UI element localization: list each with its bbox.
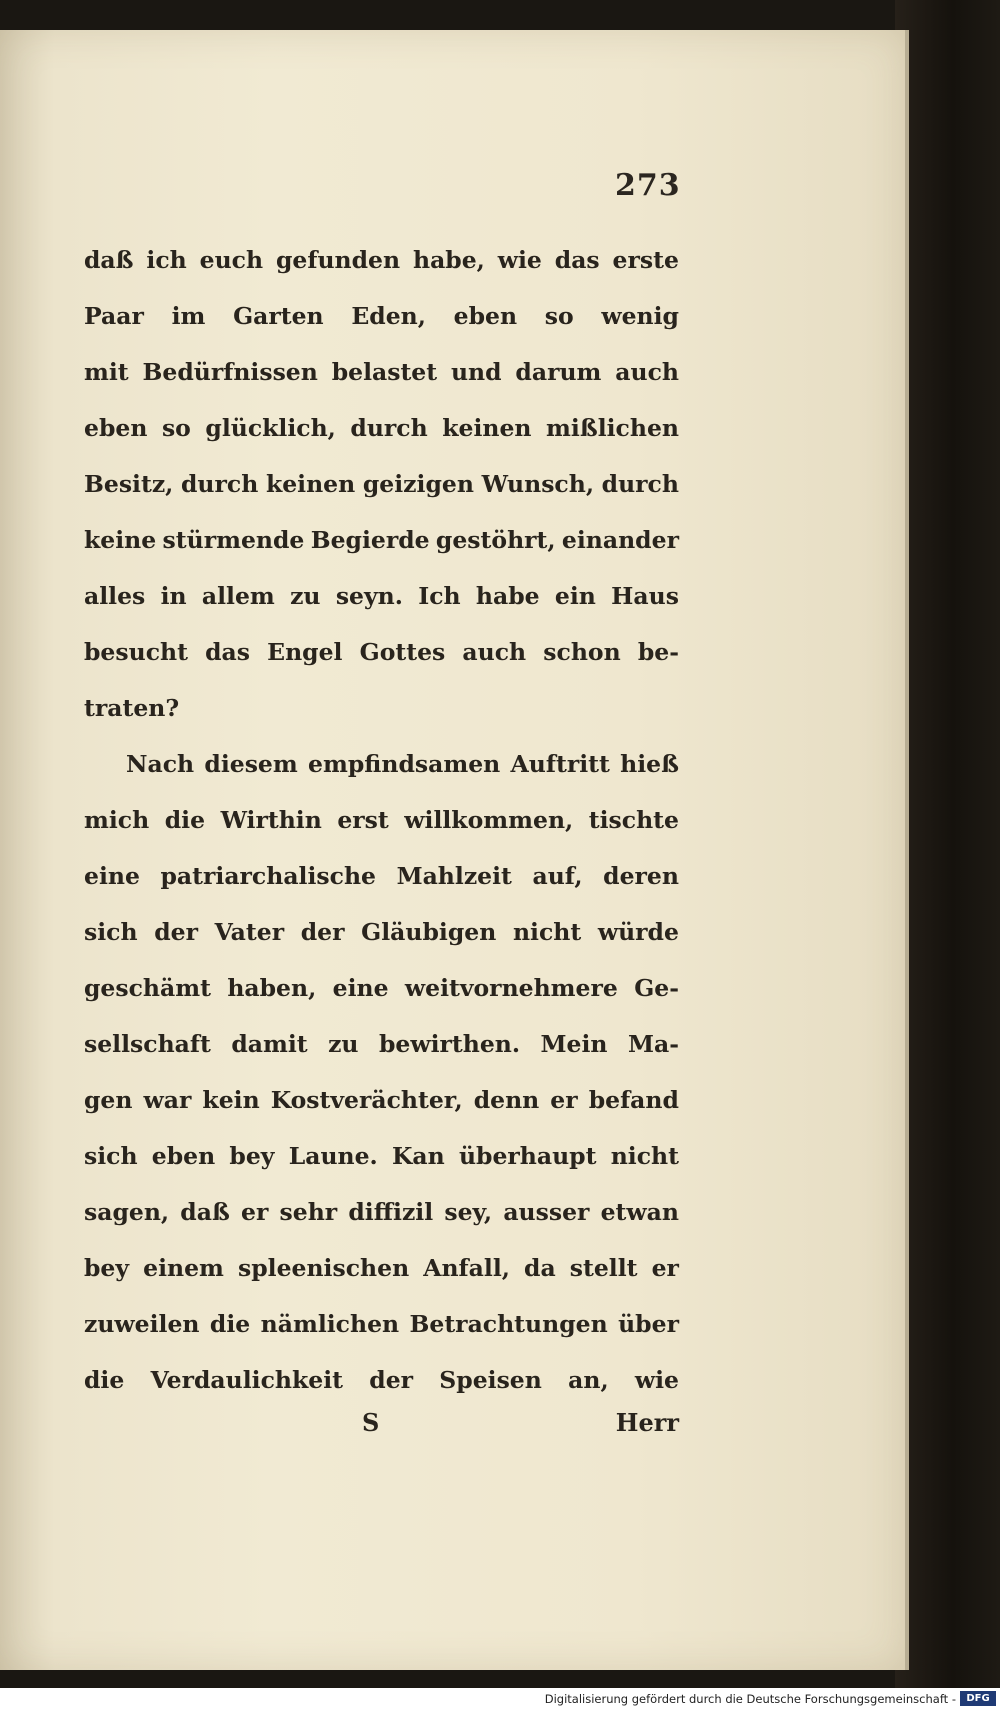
text-line: zuweilen die nämlichen Betrachtungen über [84,1310,679,1338]
text-line: sagen, daß er sehr diffizil sey, ausser etwan [84,1198,679,1226]
text-line: sellschaft damit zu bewirthen. Mein Ma- [84,1030,679,1058]
book-cover-edge [895,0,1000,1688]
text-line: Besitz, durch keinen geizigen Wunsch, durch [84,470,679,498]
text-line: bey einem spleenischen Anfall, da stellt er [84,1254,679,1282]
catchword: Herr [615,1408,679,1437]
page-footer [84,1395,679,1451]
text-line: mich die Wirthin erst willkommen, tischte [84,806,679,834]
text-line: die Verdaulichkeit der Speisen an, wie [84,1366,679,1394]
text-line: Paar im Garten Eden, eben so wenig [84,302,679,330]
page-edge [905,30,909,1670]
text-line: besucht das Engel Gottes auch schon be- [84,638,679,666]
dfg-logo: DFG [960,1691,996,1706]
text-line: keine stürmende Begierde gestöhrt, einander [84,526,679,554]
text-line: traten? [84,694,180,722]
text-line: sich eben bey Laune. Kan überhaupt nicht [84,1142,679,1170]
page-text [84,232,679,1408]
text-line: gen war kein Kostverächter, denn er befand [84,1086,679,1114]
text-line: mit Bedürfnissen belastet und darum auch [84,358,679,386]
page-number: 273 [615,168,681,203]
text-line: geschämt haben, eine weitvornehmere Ge- [84,974,679,1002]
text-line: daß ich euch gefunden habe, wie das erste [84,246,679,274]
text-line: eine patriarchalische Mahlzeit auf, deren [84,862,679,890]
text-line: Nach diesem empfindsamen Auftritt hieß [126,750,679,778]
digitization-credit: Digitalisierung gefördert durch die Deutsche Forschungsgemeinschaft - [544,1692,956,1706]
text-line: sich der Vater der Gläubigen nicht würde [84,918,679,946]
signature-mark: S [362,1408,380,1437]
text-line: alles in allem zu seyn. Ich habe ein Haus [84,582,679,610]
text-line: eben so glücklich, durch keinen mißlichen [84,414,679,442]
credit-bar [0,1688,1000,1710]
